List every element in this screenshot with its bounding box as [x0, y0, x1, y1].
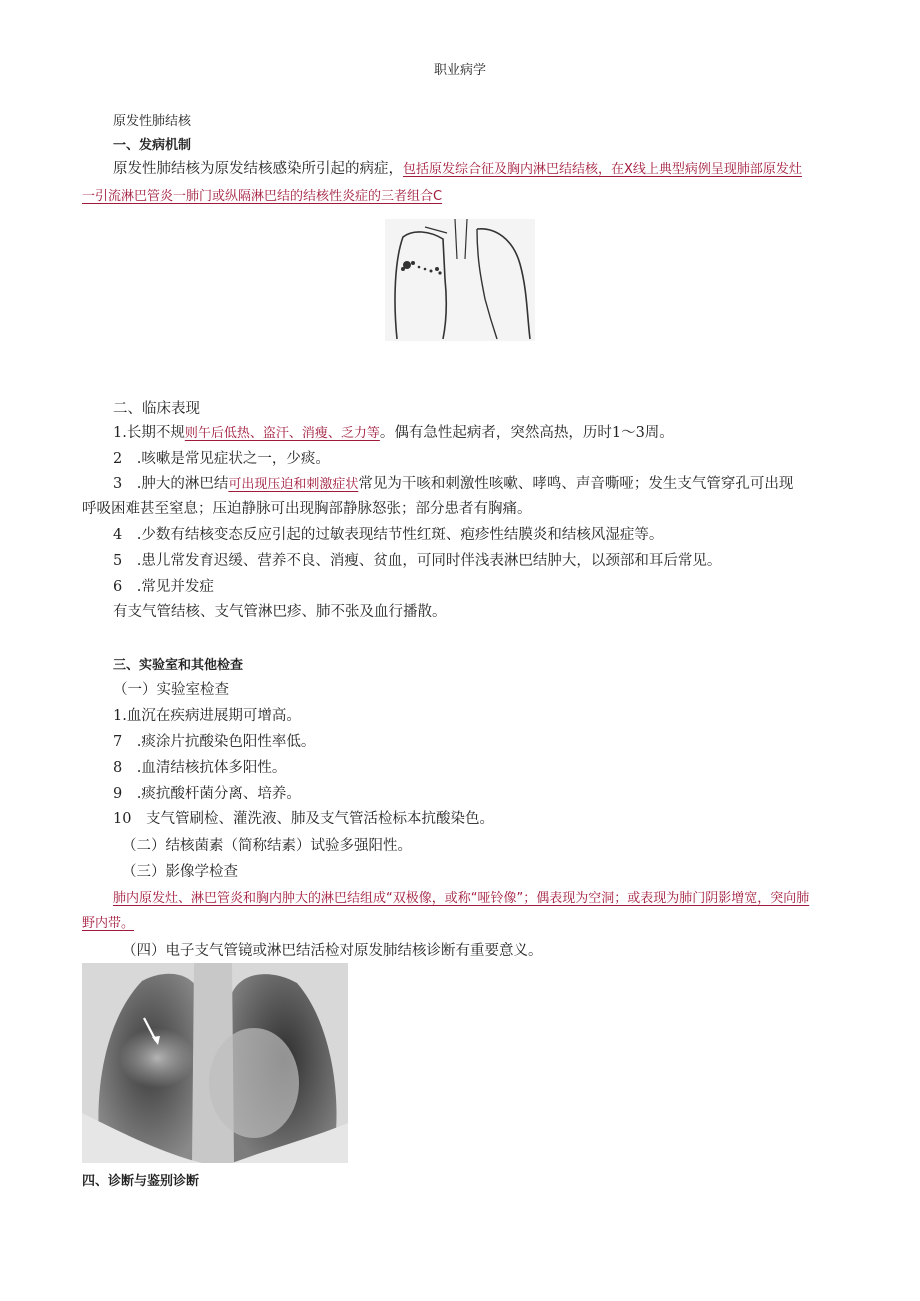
- lab-item-1: 1.血沉在疾病进展期可增高。: [113, 708, 301, 724]
- section-heading-diagnosis: 四、诊断与鉴别诊断: [82, 1174, 200, 1189]
- clinical-item-2: 2 .咳嗽是常见症状之一，少痰。: [113, 451, 330, 467]
- lab-subheading-4: （四）电子支气管镜或淋巴结活检对原发肺结核诊断有重要意义。: [122, 943, 543, 959]
- lung-outline-drawing: [385, 219, 535, 341]
- lab-item-8: 8 .血清结核抗体多阳性。: [113, 760, 287, 776]
- clinical-item-3-line2: 呼吸困难甚至窒息；压迫静脉可出现胸部静脉怒张；部分患者有胸痛。: [82, 501, 532, 517]
- imaging-paragraph-line1: 肺内原发灶、淋巴管炎和胸内肿大的淋巴结组成“双极像，或称“哑铃像”；偶表现为空洞；或表现为肺门阴影增宽，突向肺: [113, 891, 810, 906]
- clinical-item-1: [113, 421, 674, 442]
- lab-subheading-3: （三）影像学检查: [122, 864, 238, 880]
- chest-xray-image: [82, 963, 348, 1163]
- clinical-item-6: 6 .常见并发症: [113, 579, 214, 595]
- clinical-item-4: 4 .少数有结核变态反应引起的过敏表现结节性红斑、疱疹性结膜炎和结核风湿症等。: [113, 527, 664, 543]
- section-heading-lab: 三、实验室和其他检查: [113, 658, 244, 673]
- clinical-item-3-plain: 3 .肿大的淋巴结: [113, 476, 229, 492]
- clinical-item-3-highlight: 可出现压迫和刺激症状: [228, 477, 359, 492]
- clinical-item-1-highlight: 则午后低热、盗汗、消瘦、乏力等: [184, 426, 380, 441]
- section-heading-pathogenesis: 一、发病机制: [113, 138, 192, 153]
- lab-item-7: 7 .痰涂片抗酸染色阳性率低。: [113, 734, 316, 750]
- clinical-item-3-rest: 常见为干咳和刺激性咳嗽、哮鸣、声音嘶哑；发生支气管穿孔可出现: [358, 476, 794, 492]
- clinical-item-1-plain: 1.长期不规: [113, 425, 185, 441]
- lab-subheading-2: （二）结核菌素（简称结素）试验多强阳性。: [122, 838, 412, 854]
- primary-complex-diagram: [385, 219, 535, 341]
- clinical-item-6-detail: 有支气管结核、支气管淋巴疹、肺不张及血行播散。: [113, 604, 447, 620]
- lab-item-10: 10 支气管刷检、灌洗液、肺及支气管活检标本抗酸染色。: [113, 811, 494, 827]
- lab-subheading-1: （一）实验室检查: [113, 682, 229, 698]
- page-title: 职业病学: [433, 63, 486, 78]
- topic-heading: 原发性肺结核: [113, 114, 192, 129]
- section-heading-clinical: 二、临床表现: [113, 401, 200, 417]
- pathogenesis-text-highlight: 包括原发综合征及胸内淋巴结结核，在X线上典型病例呈现肺部原发灶: [403, 162, 802, 177]
- clinical-item-5: 5 .患儿常发育迟缓、营养不良、消瘦、贫血，可同时伴浅表淋巴结肿大，以颈部和耳后常见。: [113, 553, 722, 569]
- pathogenesis-paragraph-line2: 一引流淋巴管炎一肺门或纵隔淋巴结的结核性炎症的三者组合C: [82, 189, 443, 204]
- chest-xray-drawing: [82, 963, 348, 1163]
- clinical-item-1-rest: 。偶有急性起病者，突然高热，历时1～3周。: [379, 425, 674, 441]
- pathogenesis-text-plain: 原发性肺结核为原发结核感染所引起的病症，: [113, 161, 403, 177]
- clinical-item-3: [113, 472, 793, 493]
- imaging-paragraph-line2: 野内带。: [82, 916, 135, 931]
- pathogenesis-paragraph-line1: [113, 157, 802, 178]
- lab-item-9: 9 .痰抗酸杆菌分离、培养。: [113, 786, 301, 802]
